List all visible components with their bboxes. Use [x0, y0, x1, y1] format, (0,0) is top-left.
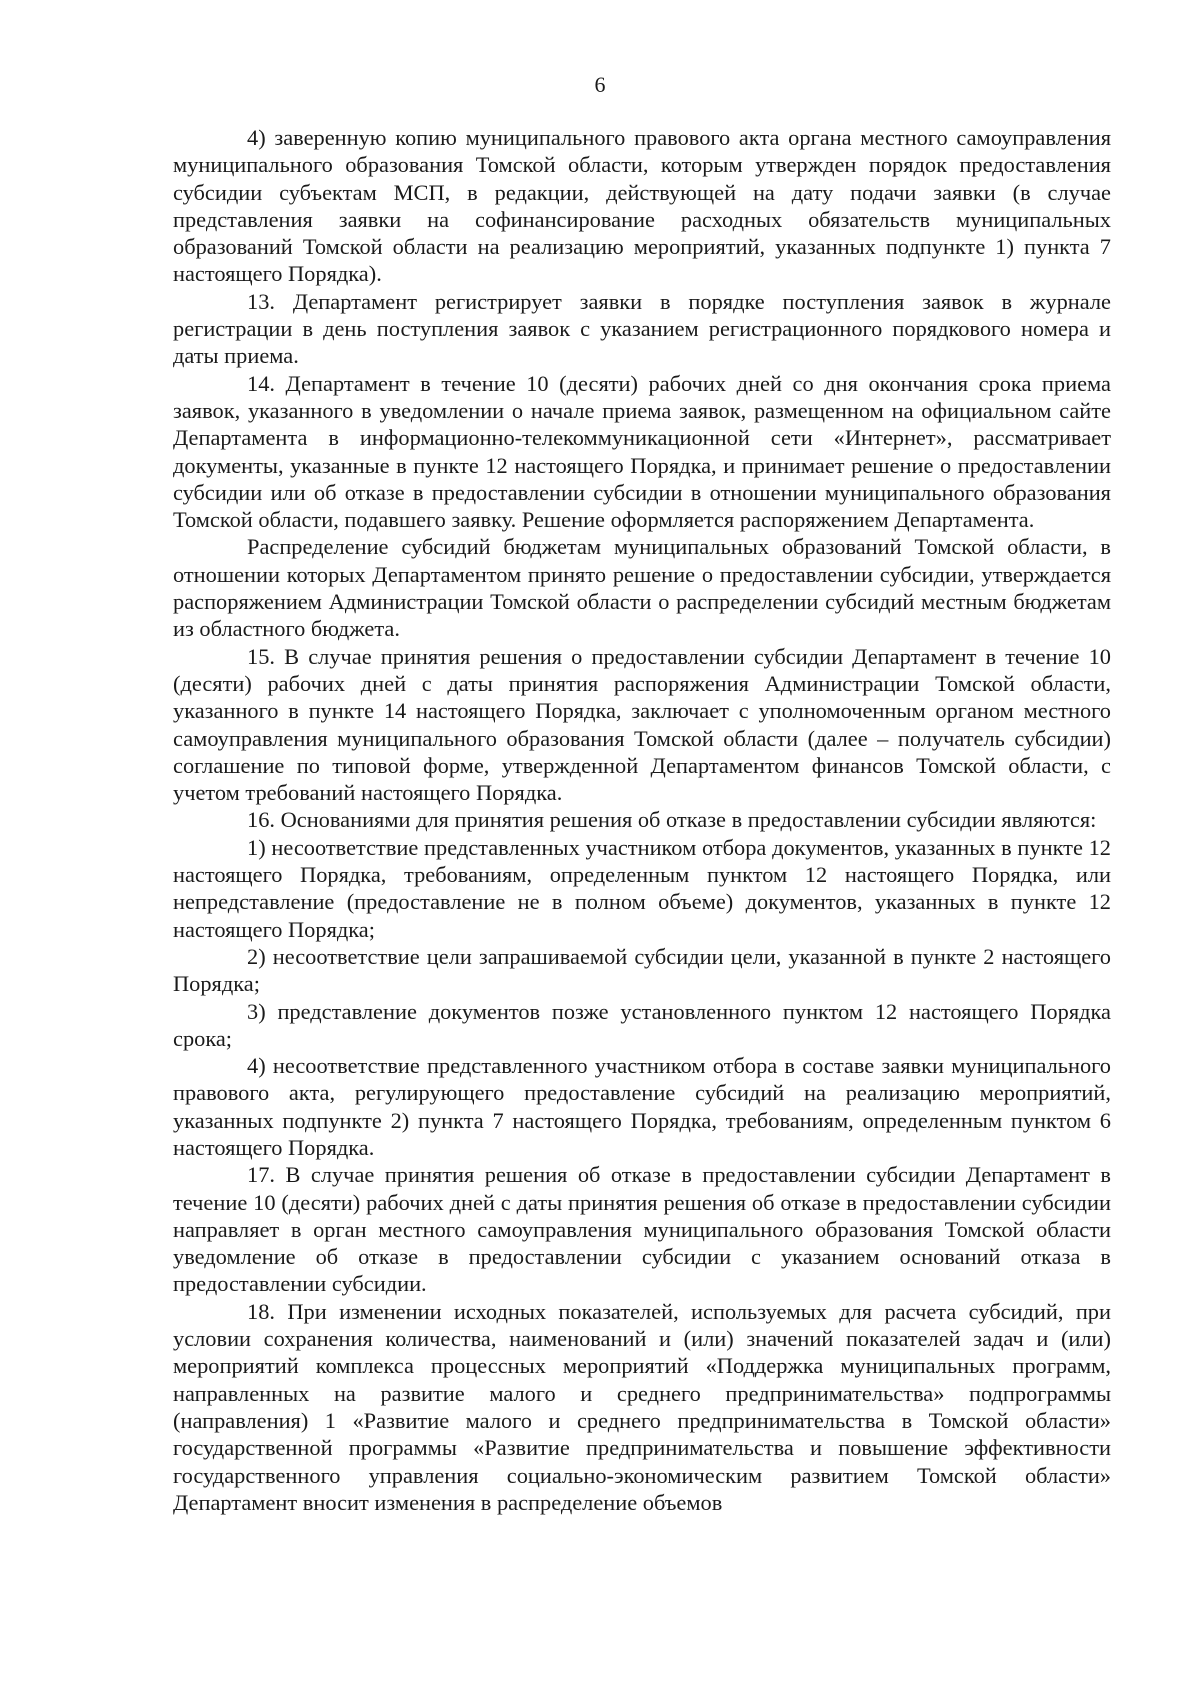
paragraph-item-4: 4) заверенную копию муниципального правового акта органа местного самоуправления муниципального образования Томской области, которым утвержден порядок предоставления субсидии субъектам МСП, в редакции, действующей на дату подачи заявки (в случае представления заявки на софинансирование расходных обязательств муниципальных образований Томской области на реализацию мероприятий, указанных подпункте 1) пункта 7 настоящего Порядка).: [173, 125, 1111, 287]
paragraph-14: 14. Департамент в течение 10 (десяти) рабочих дней со дня окончания срока приема заявок, указанного в уведомлении о начале приема заявок, размещенном на официальном сайте Департамента в информационно-телекоммуникационной сети «Интернет», рассматривает документы, указанные в пункте 12 настоящего Порядка, и принимает решение о предоставлении субсидии или об отказе в предоставлении субсидии в отношении муниципального образования Томской области, подавшего заявку. Решение оформляется распоряжением Департамента.: [173, 370, 1111, 533]
paragraph-14-distribution: Распределение субсидий бюджетам муниципальных образований Томской области, в отношении которых Департаментом принято решение о предоставлении субсидии, утверждается распоряжением Администрации Томской области о распределении субсидий местным бюджетам из областного бюджета.: [173, 534, 1111, 642]
paragraph-15: 15. В случае принятия решения о предоставлении субсидии Департамент в течение 10 (десяти) рабочих дней с даты принятия распоряжения Администрации Томской области, указанного в пункте 14 настоящего Порядка, заключает с уполномоченным органом местного самоуправления муниципального образования Томской области (далее – получатель субсидии) соглашение по типовой форме, утвержденной Департаментом финансов Томской области, с учетом требований настоящего Порядка.: [173, 643, 1111, 806]
document-body: [173, 124, 1111, 1516]
paragraph-16-item-4: 4) несоответствие представленного участником отбора в составе заявки муниципального правового акта, регулирующего предоставление субсидий на реализацию мероприятий, указанных подпункте 2) пункта 7 настоящего Порядка, требованиям, определенным пунктом 6 настоящего Порядка.: [173, 1053, 1111, 1160]
paragraph-13: 13. Департамент регистрирует заявки в порядке поступления заявок в журнале регистрации в день поступления заявок с указанием регистрационного порядкового номера и даты приема.: [173, 288, 1111, 369]
paragraph-16-item-2: 2) несоответствие цели запрашиваемой субсидии цели, указанной в пункте 2 настоящего Порядка;: [173, 943, 1111, 997]
paragraph-16-item-3: 3) представление документов позже установленного пунктом 12 настоящего Порядка срока;: [173, 998, 1111, 1051]
page-number: 6: [594, 72, 606, 97]
paragraph-18: 18. При изменении исходных показателей, используемых для расчета субсидий, при условии сохранения количества, наименований и (или) значений показателей задач и (или) мероприятий комплекса процессных мероприятий «Поддержка муниципальных программ, направленных на развитие малого и среднего предпринимательства» подпрограммы (направления) 1 «Развитие малого и среднего предпринимательства в Томской области» государственной программы «Развитие предпринимательства и повышение эффективности государственного управления социально-экономическим развитием Томской области» Департамент вносит изменения в распределение объемов: [173, 1298, 1111, 1515]
paragraph-16-item-1: 1) несоответствие представленных участником отбора документов, указанных в пункте 12 настоящего Порядка, требованиям, определенным пунктом 12 настоящего Порядка, или непредставление (предоставление не в полном объеме) документов, указанных в пункте 12 настоящего Порядка;: [173, 834, 1111, 942]
paragraph-17: 17. В случае принятия решения об отказе в предоставлении субсидии Департамент в течение 10 (десяти) рабочих дней с даты принятия решения об отказе в предоставлении субсидии направляет в орган местного самоуправления муниципального образования Томской области уведомление об отказе в предоставлении субсидии с указанием оснований отказа в предоставлении субсидии.: [173, 1162, 1111, 1297]
paragraph-16: 16. Основаниями для принятия решения об отказе в предоставлении субсидии являются:: [247, 807, 1097, 833]
